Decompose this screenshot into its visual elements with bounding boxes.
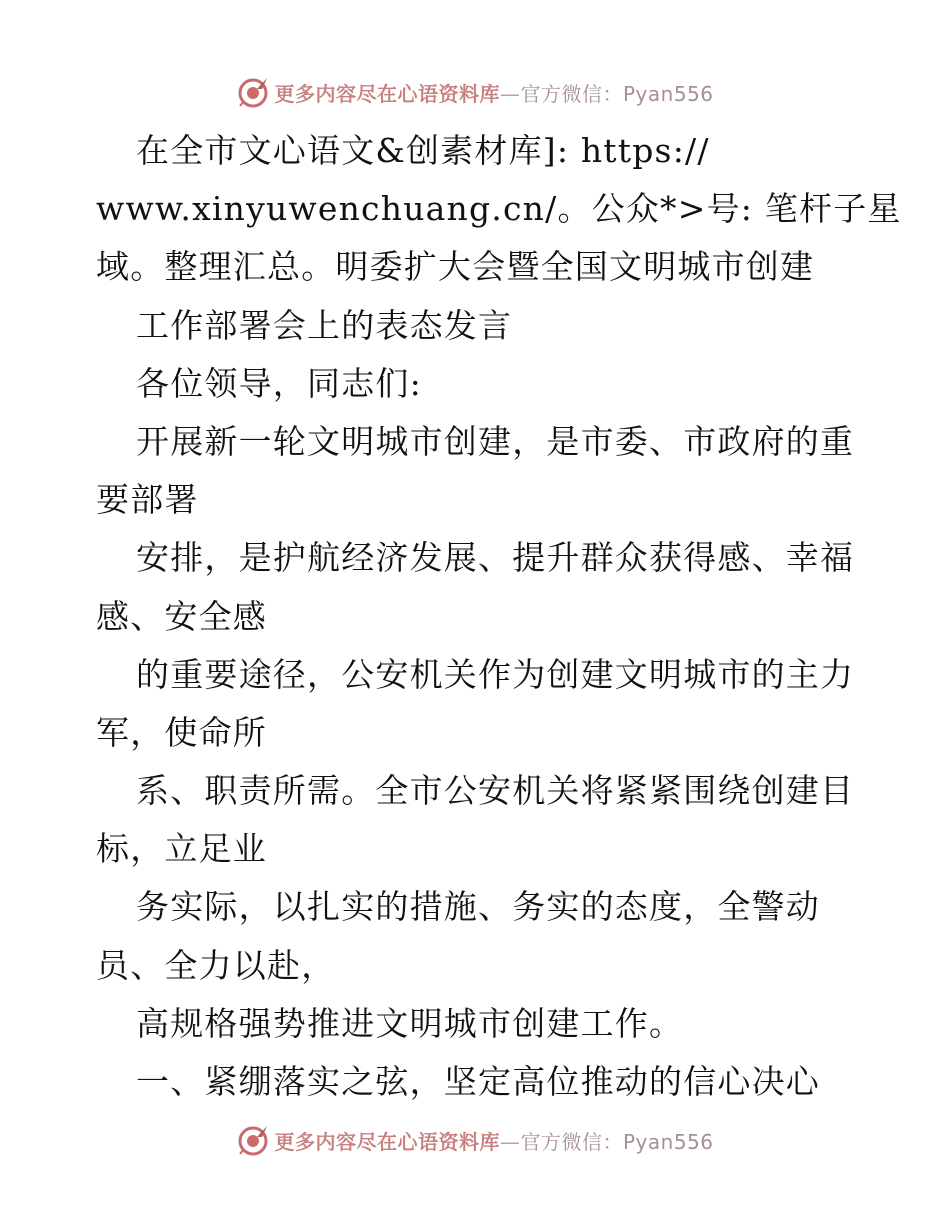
text-line: 工作部署会上的表态发言 bbox=[136, 305, 513, 345]
text-line: 域。整理汇总。明委扩大会暨全国文明城市创建 bbox=[96, 247, 815, 287]
text-line: 各位领导，同志们: bbox=[136, 363, 422, 403]
banner-main-text: 更多内容尽在心语资料库 bbox=[274, 81, 500, 106]
text-line: 的重要途径，公安机关作为创建文明城市的主力 bbox=[136, 654, 855, 694]
text-line: 军，使命所 bbox=[96, 712, 267, 752]
footer-watermark-banner bbox=[0, 1118, 950, 1162]
text-line: 要部署 bbox=[96, 480, 199, 520]
text-line: 开展新一轮文明城市创建，是市委、市政府的重 bbox=[136, 421, 855, 461]
text-line: 在全市文心语文&创素材库]: https:// bbox=[136, 131, 710, 170]
text-line: 务实际，以扎实的措施、务实的态度，全警动 bbox=[136, 887, 820, 927]
quill-logo-icon bbox=[236, 1123, 270, 1157]
quill-logo-icon bbox=[236, 75, 270, 109]
banner-contact-label: 官方微信： bbox=[520, 81, 623, 106]
banner-contact-id: Pyan556 bbox=[622, 1129, 714, 1154]
banner-main-text: 更多内容尽在心语资料库 bbox=[274, 1129, 500, 1154]
text-line: 安排，是护航经济发展、提升群众获得感、幸福 bbox=[136, 538, 855, 578]
text-line: 系、职责所需。全市公安机关将紧紧围绕创建目 bbox=[136, 771, 855, 811]
text-line: 感、安全感 bbox=[96, 596, 267, 636]
text-line: 一、紧绷落实之弦，坚定高位推动的信心决心 bbox=[136, 1062, 820, 1101]
text-line: 员、全力以赴， bbox=[96, 945, 336, 985]
banner-contact-label: 官方微信： bbox=[520, 1129, 623, 1154]
banner-dash: — bbox=[499, 1129, 521, 1154]
text-line: 高规格强势推进文明城市创建工作。 bbox=[136, 1003, 684, 1043]
text-line: www.xinyuwenchuang.cn/。公众*>号: 笔杆子星 bbox=[96, 189, 902, 229]
text-line: 标，立足业 bbox=[96, 829, 267, 869]
document-body bbox=[96, 122, 902, 1111]
banner-dash: — bbox=[499, 81, 521, 106]
header-watermark-banner bbox=[0, 70, 950, 114]
banner-contact-id: Pyan556 bbox=[622, 81, 714, 106]
